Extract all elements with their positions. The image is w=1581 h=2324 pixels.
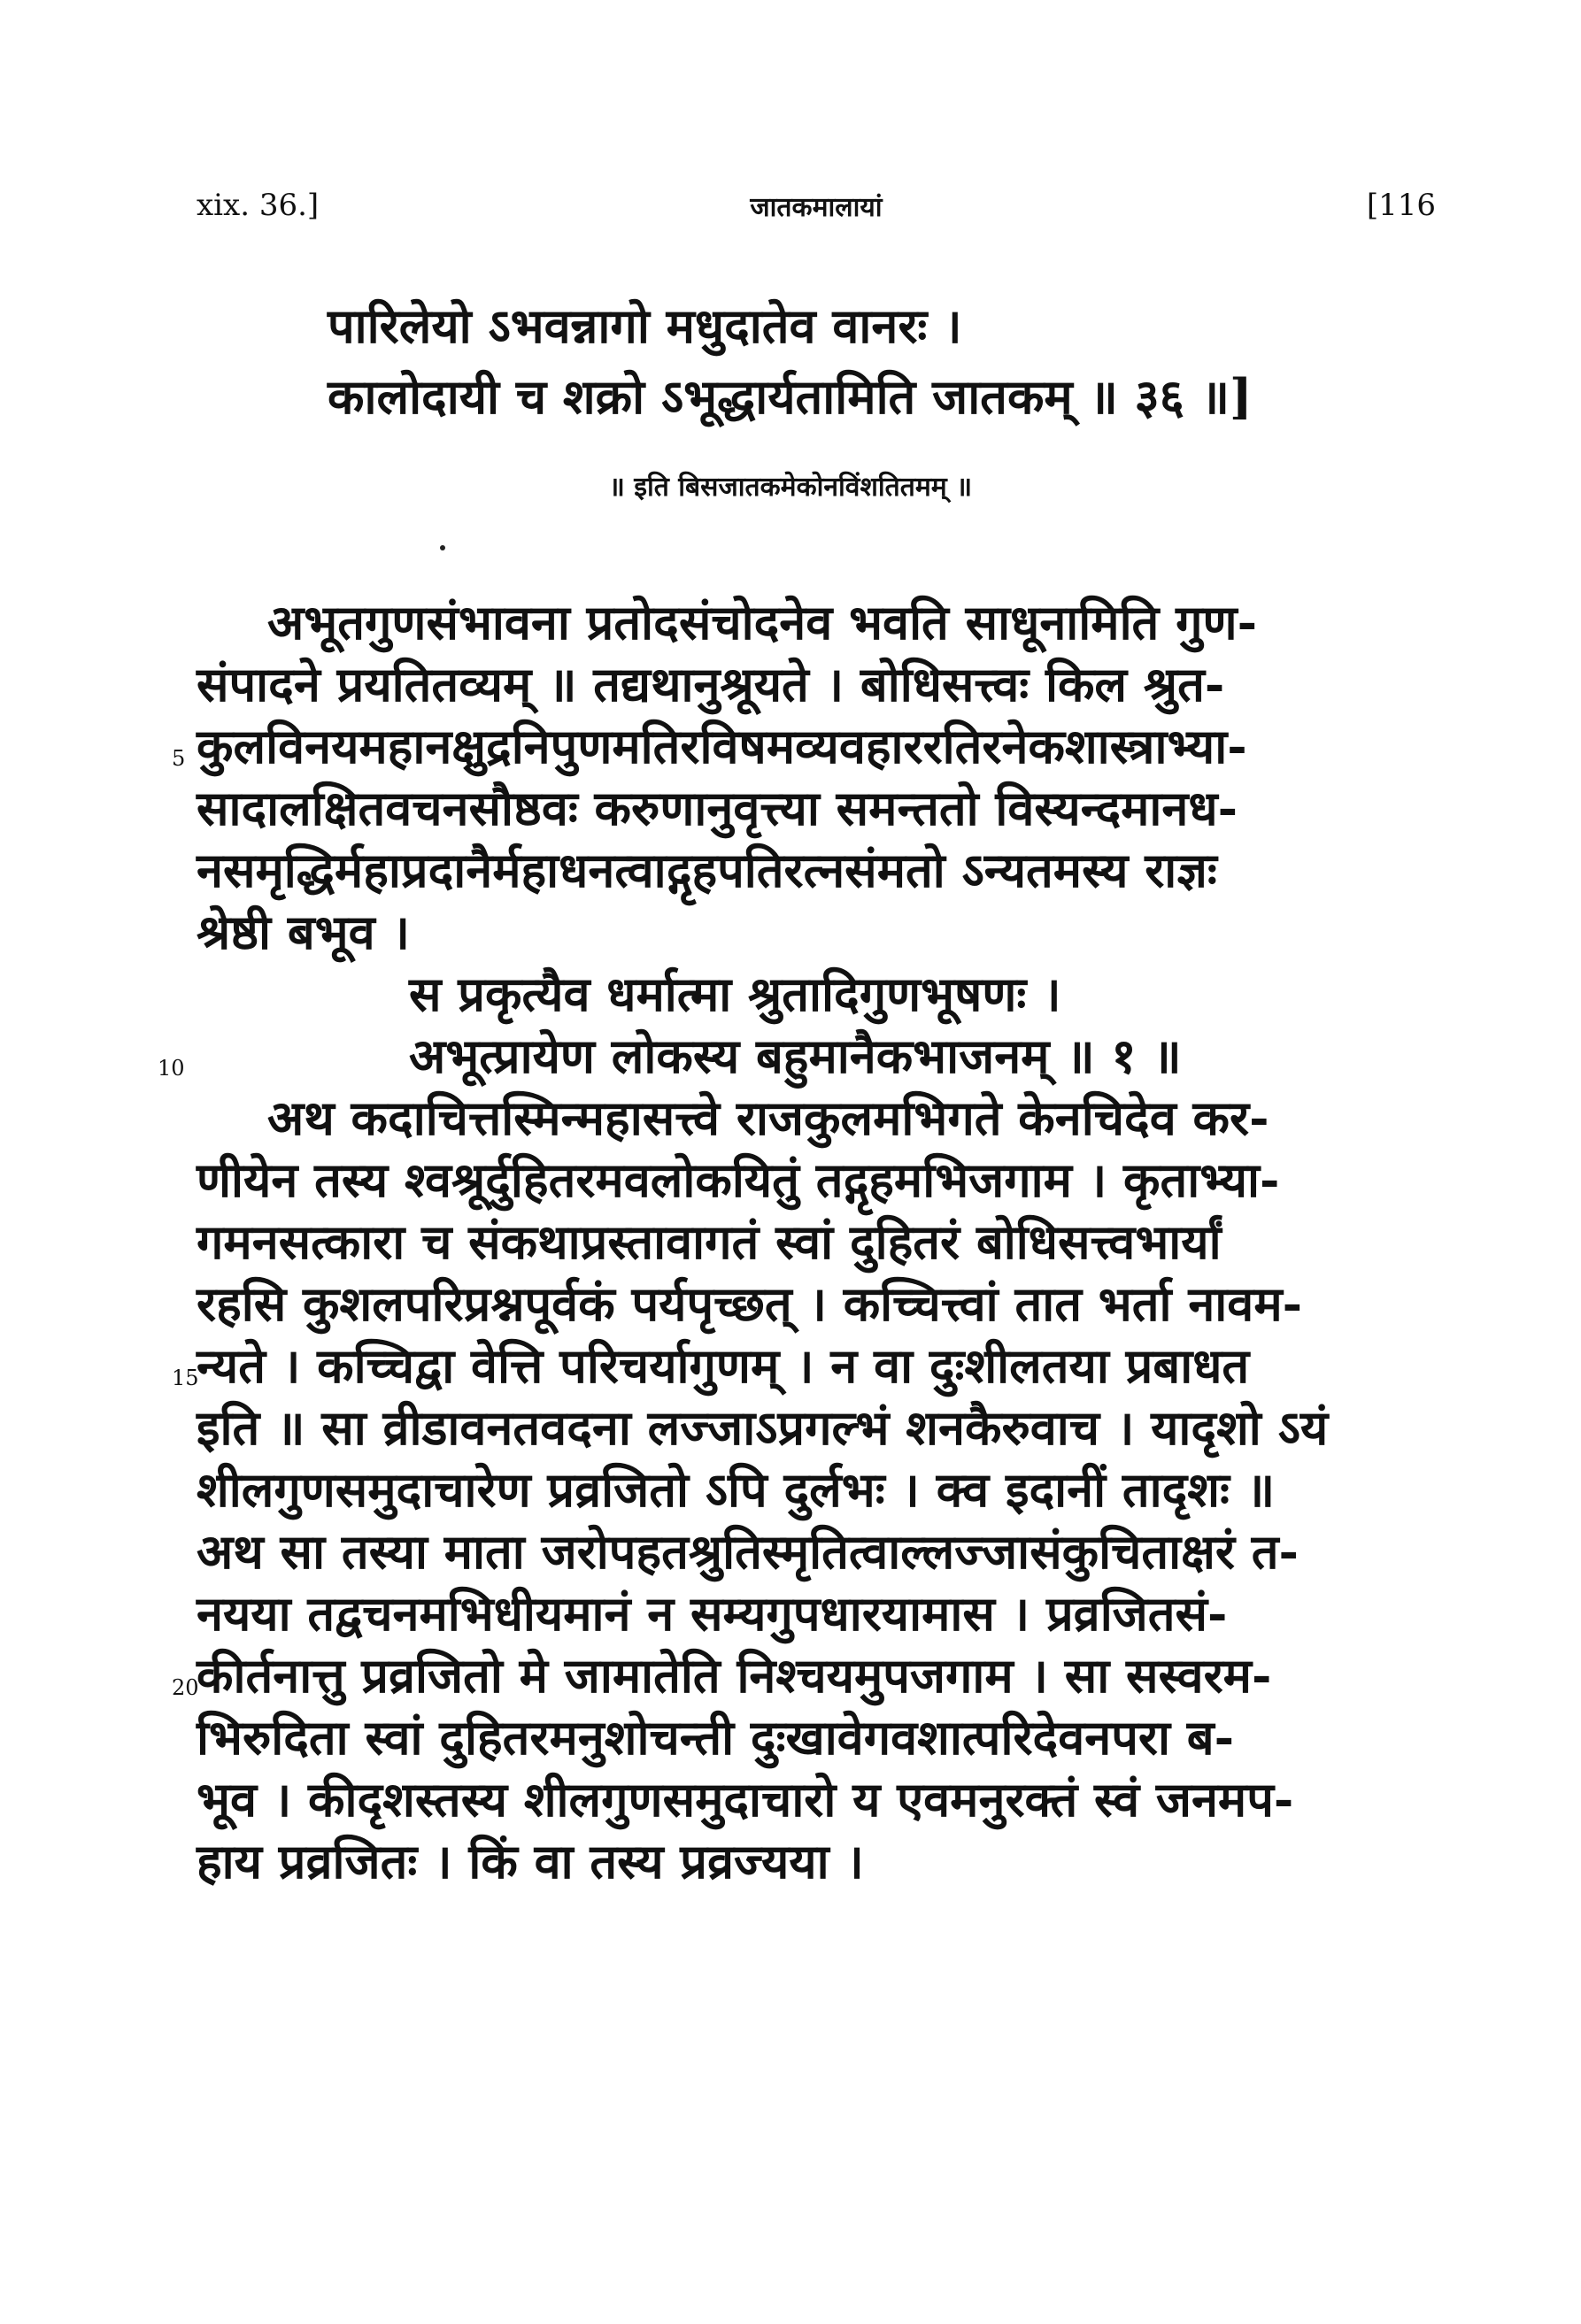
text-line — [197, 1706, 1454, 1768]
line-text: इति ॥ सा व्रीडावनतवदना लज्जाऽप्रगल्भं शनकैरुवाच । यादृशो ऽयं — [197, 1399, 1329, 1456]
running-head-verse-ref: xix. 36.] — [197, 188, 320, 223]
text-line — [197, 653, 1454, 715]
text-line — [197, 1273, 1454, 1335]
line-text: कीर्तनात्तु प्रव्रजितो मे जामातेति निश्चयमुपजगाम । सा सस्वरम- — [197, 1647, 1272, 1704]
text-line — [197, 1458, 1454, 1520]
line-text: भिरुदिता स्वां दुहितरमनुशोचन्ती दुःखावेगवशात्परिदेवनपरा ब- — [197, 1709, 1234, 1766]
text-line — [197, 1582, 1454, 1644]
verse-line — [197, 963, 1454, 1025]
line-text: स प्रकृत्यैव धर्मात्मा श्रुतादिगुणभूषणः । — [409, 966, 1061, 1022]
text-line — [172, 715, 1454, 777]
text-line — [197, 1087, 1454, 1149]
running-head-title: जातकमालायां — [750, 192, 883, 223]
line-number: 10 — [158, 1056, 185, 1081]
line-text: संपादने प्रयतितव्यम् ॥ तद्यथानुश्रूयते । बोधिसत्त्वः किल श्रुत- — [197, 656, 1225, 712]
text-line — [197, 777, 1454, 839]
line-text: भूव । कीदृशस्तस्य शीलगुणसमुदाचारो य एवमनुरक्तं स्वं जनमप- — [197, 1771, 1294, 1828]
closing-verse — [328, 290, 1253, 432]
line-text: नसमृद्धिर्महाप्रदानैर्महाधनत्वाद्गृहपतिरत्नसंमतो ऽन्यतमस्य राज्ञः — [197, 842, 1217, 898]
text-line — [197, 591, 1454, 653]
text-line — [197, 1768, 1454, 1830]
line-text: अथ सा तस्या माता जरोपहतश्रुतिस्मृतित्वाल्लज्जासंकुचिताक्षरं त- — [197, 1523, 1299, 1580]
line-number: 15 — [172, 1366, 199, 1390]
page-number: [116 — [1366, 188, 1436, 223]
text-line — [197, 1211, 1454, 1273]
line-text: अभूत्प्रायेण लोकस्य बहुमानैकभाजनम् ॥ १ ॥ — [409, 1027, 1182, 1084]
printed-dot — [440, 545, 445, 550]
text-line — [197, 1520, 1454, 1582]
line-text: णीयेन तस्य श्वश्रूर्दुहितरमवलोकयितुं तद्गृहमभिजगाम । कृताभ्या- — [197, 1151, 1280, 1208]
line-text: श्रेष्ठी बभूव । — [197, 904, 410, 960]
body-text — [158, 591, 1454, 1892]
line-number: 20 — [172, 1675, 199, 1700]
line-number: 5 — [172, 746, 186, 771]
line-text: सादालक्षितवचनसौष्ठवः करुणानुवृत्त्या समन्ततो विस्यन्दमानध- — [197, 780, 1238, 836]
closing-verse-line: कालोदायी च शक्रो ऽभूद्धार्यतामिति जातकम् ॥ ३६ ॥] — [328, 368, 1253, 425]
text-line — [197, 1149, 1454, 1211]
line-text: कुलविनयमहानक्षुद्रनिपुणमतिरविषमव्यवहाररतिरनेकशास्त्राभ्या- — [197, 718, 1247, 774]
line-text: न्यते । कच्चिद्वा वेत्ति परिचर्यागुणम् । न वा दुःशीलतया प्रबाधत — [197, 1337, 1250, 1394]
running-head — [197, 188, 1436, 232]
line-text: नयया तद्वचनमभिधीयमानं न सम्यगुपधारयामास । प्रव्रजितसं- — [197, 1585, 1228, 1642]
text-line — [197, 839, 1454, 901]
chapter-colophon: ॥ इति बिसजातकमेकोनविंशतितमम् ॥ — [608, 472, 973, 503]
line-text: अथ कदाचित्तस्मिन्महासत्त्वे राजकुलमभिगते केनचिदेव कर- — [267, 1089, 1269, 1146]
closing-verse-line: पारिलेयो ऽभवन्नागो मधुदातेव वानरः । — [328, 297, 962, 354]
text-line — [197, 901, 1454, 963]
text-line — [172, 1644, 1454, 1706]
text-line — [197, 1830, 1454, 1892]
verse-line — [158, 1025, 1454, 1087]
text-line — [172, 1335, 1454, 1397]
line-text: हाय प्रव्रजितः । किं वा तस्य प्रव्रज्यया । — [197, 1833, 864, 1889]
line-text: शीलगुणसमुदाचारेण प्रव्रजितो ऽपि दुर्लभः । क्व इदानीं तादृशः ॥ — [197, 1461, 1276, 1518]
line-text: अभूतगुणसंभावना प्रतोदसंचोदनेव भवति साधूनामिति गुण- — [267, 594, 1257, 650]
line-text: गमनसत्कारा च संकथाप्रस्तावागतं स्वां दुहितरं बोधिसत्त्वभार्यां — [197, 1213, 1222, 1270]
line-text: रहसि कुशलपरिप्रश्नपूर्वकं पर्यपृच्छत् । कच्चित्त्वां तात भर्ता नावम- — [197, 1275, 1303, 1332]
text-line — [197, 1397, 1454, 1458]
